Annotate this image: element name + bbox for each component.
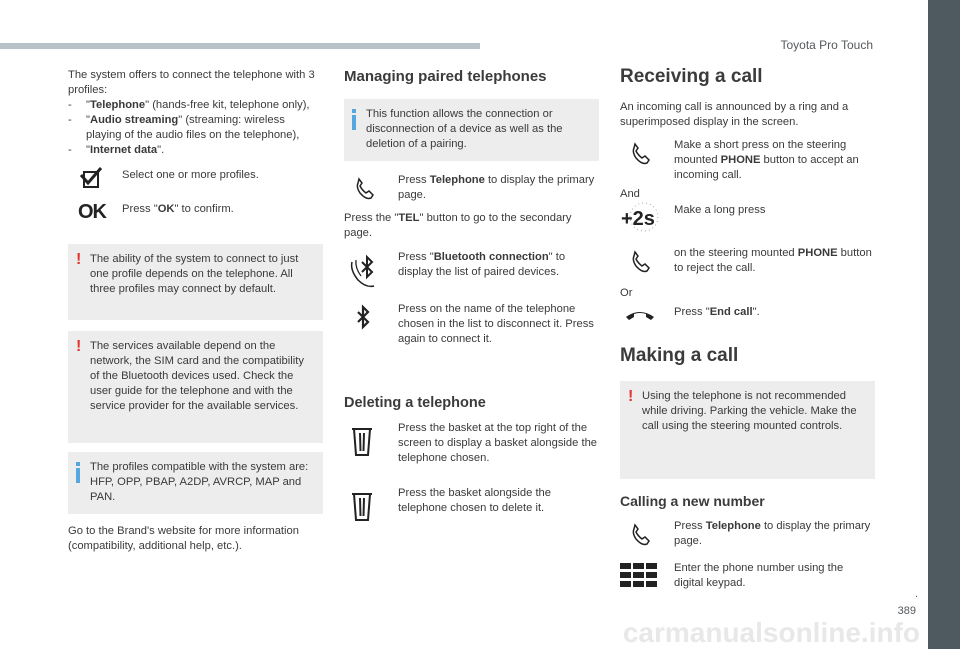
keypad-step: Enter the phone number using the digital keypad. (620, 561, 875, 591)
phone-icon (344, 173, 384, 203)
profile-item: - "Telephone" (hands-free kit, telephone only), (68, 99, 310, 111)
column-profiles (68, 66, 323, 554)
warning-icon: ! (628, 388, 634, 405)
phone-icon (620, 138, 660, 168)
warning-icon: ! (76, 338, 82, 355)
long-press-icon-label: +2s (621, 208, 655, 230)
reject-call-step: on the steering mounted PHONE button to reject the call. (620, 246, 875, 276)
info-icon (76, 462, 80, 484)
side-tab (928, 0, 960, 649)
trash-icon (344, 486, 380, 526)
bluetooth-step: Press "Bluetooth connection" to display the list of paired devices. (344, 250, 599, 290)
device-name-step: Press on the name of the telephone chosen in the list to disconnect it. Press again to connect it. (344, 302, 599, 347)
header-rule (0, 43, 480, 49)
profile-item: - "Internet data". (68, 144, 165, 156)
and-text: And (620, 188, 640, 200)
section-heading: Making a call (620, 345, 739, 366)
warning-note: ! The services available depend on the network, the SIM card and the compatibility of the Bluetooth devices used. Check the user guide for the telephone and with the service provider for the available services. (68, 331, 323, 443)
section-heading: Deleting a telephone (344, 395, 486, 411)
warning-icon: ! (76, 251, 82, 268)
info-note: This function allows the connection or disconnection of a device as well as the deletion of a pairing. (344, 99, 599, 161)
long-press-icon (620, 200, 664, 234)
long-press-step: +2s Make a long press (620, 200, 875, 234)
header-title: Toyota Pro Touch (780, 38, 873, 52)
column-managing (344, 66, 599, 526)
trash-icon (344, 421, 380, 461)
page-number: 389 (897, 605, 916, 617)
ok-step: OK Press "OK" to confirm. (78, 201, 234, 223)
or-text: Or (620, 287, 633, 299)
keypad-icon (620, 561, 662, 591)
phone-icon (620, 519, 660, 549)
warning-note: ! Using the telephone is not recommended while driving. Parking the vehicle. Make the call using the steering mounted controls. (620, 381, 875, 479)
tel-text: Press the "TEL" button to go to the secondary page. (344, 212, 572, 239)
new-number-telephone-step: Press Telephone to display the primary page. (620, 519, 875, 549)
footer-text: Go to the Brand's website for more information (compatibility, additional help, etc.). (68, 525, 299, 552)
profile-item: - "Audio streaming" (streaming: wireless playing of the audio files on the telephone), (68, 114, 300, 141)
accept-call-step: Make a short press on the steering mounted PHONE button to accept an incoming call. (620, 138, 875, 183)
continue-mark: . (914, 588, 918, 600)
warning-note: ! The ability of the system to connect to just one profile depends on the telephone. All three profiles may connect by default. (68, 244, 323, 320)
profile-list (68, 98, 323, 158)
section-heading: Managing paired telephones (344, 68, 547, 85)
bluetooth-icon (344, 302, 378, 338)
info-icon (352, 109, 356, 131)
end-call-icon (620, 305, 660, 325)
telephone-step: Press Telephone to display the primary page. (344, 173, 599, 203)
column-calls: Receiving a call An incoming call is announced by a ring and a superimposed display in the screen. Make a short press on the steering mounted PHONE button to accept an incoming call. And +2s Make a long press on the steering mounted PHONE button to reject the call. Or Press "End call". Making a call ! Using the telephone is not recommended while driving. Parking the vehicle. Make the call using the steering mounted controls. Calling a new number Press Telephone to display the primary page. Enter the phone number using the digital keypad. (620, 66, 875, 591)
section-heading: Calling a new number (620, 493, 765, 509)
section-heading: Receiving a call (620, 66, 763, 87)
basket-step: Press the basket at the top right of the screen to display a basket alongside the telephone chosen. (344, 421, 599, 466)
ok-icon: OK (78, 201, 106, 223)
basket-delete-step: Press the basket alongside the telephone chosen to delete it. (344, 486, 599, 526)
checkbox-icon (68, 167, 102, 191)
end-call-step: Press "End call". (620, 305, 875, 325)
phone-icon (620, 246, 660, 276)
info-note: The profiles compatible with the system are: HFP, OPP, PBAP, A2DP, AVRCP, MAP and PAN. (68, 452, 323, 514)
select-profile-step: Select one or more profiles. (68, 167, 323, 191)
watermark: carmanualsonline.info (622, 617, 920, 648)
bluetooth-phone-icon (344, 250, 386, 290)
profiles-intro: The system offers to connect the telephone with 3 profiles: (68, 69, 315, 96)
